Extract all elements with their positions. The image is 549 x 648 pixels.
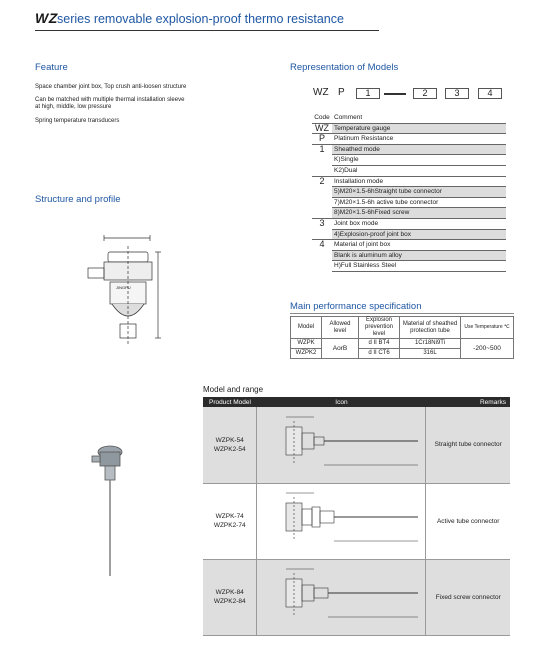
perf-header-model: Model [291, 317, 322, 339]
rep-code: P [312, 134, 332, 145]
model-box-1: 1 [356, 88, 380, 99]
performance-title: Main performance specification [290, 301, 422, 312]
range-icon-cell [257, 483, 426, 559]
rep-code: 3 [312, 218, 332, 229]
range-header-model: Product Model [203, 397, 257, 407]
range-title: Model and range [203, 385, 264, 394]
page-title: series removable explosion-proof thermo resistance [57, 12, 344, 26]
feature-line: Can be matched with multiple thermal installation sleeve [35, 97, 185, 103]
perf-header-prevention: Explosion prevention level [359, 317, 400, 339]
perf-material: 1Cr18Ni9Ti [400, 339, 461, 349]
feature-line: Space chamber joint box, Top crush anti-loosen structure [35, 84, 187, 90]
rep-comment: Material of joint box [332, 240, 506, 251]
range-model: WZPK-74 [215, 513, 244, 520]
rep-comment: 4)Explosion-proof joint box [332, 229, 506, 240]
rep-comment: Temperature gauge [332, 123, 506, 134]
brand-label: JINGPU [116, 285, 131, 290]
rep-code: 1 [312, 144, 332, 155]
rep-comment: K)Single [332, 155, 506, 166]
range-model: WZPK2-84 [213, 598, 246, 605]
perf-header-material: Material of sheathed protection tube [400, 317, 461, 339]
range-header-remarks: Remarks [426, 397, 510, 407]
structure-drawing [82, 232, 170, 352]
perf-model: WZPK [291, 339, 322, 349]
model-p: P [338, 87, 345, 98]
rep-code [312, 250, 332, 261]
perf-temperature: -200~500 [461, 339, 514, 359]
rep-comment: H)Full Stainless Steel [332, 261, 506, 272]
rep-header-code: Code [314, 114, 330, 121]
rep-code [312, 208, 332, 219]
perf-material: 316L [400, 349, 461, 359]
range-model-cell [203, 559, 257, 635]
model-box-3: 3 [445, 88, 469, 99]
representation-title: Representation of Models [290, 62, 399, 73]
rep-code [312, 165, 332, 176]
rep-code: 2 [312, 176, 332, 187]
rep-comment: Sheathed mode [332, 144, 506, 155]
rep-comment: 8)M20×1.5-6hFixed screw [332, 208, 506, 219]
rep-comment: Blank is aluminum alloy [332, 250, 506, 261]
series-code: WZ [35, 10, 58, 26]
range-icon-cell [257, 559, 426, 635]
straight-connector-drawing [258, 409, 424, 479]
model-box-4: 4 [478, 88, 502, 99]
rep-code [312, 261, 332, 272]
rep-comment: Joint box mode [332, 218, 506, 229]
fixed-screw-drawing [258, 561, 424, 631]
product-photo [90, 438, 134, 578]
feature-title: Feature [35, 62, 68, 73]
feature-line: Spring temperature transducers [35, 118, 120, 124]
perf-prevention: d II CT6 [359, 349, 400, 359]
range-model: WZPK-54 [215, 436, 244, 444]
range-remark: Fixed screw connector [426, 559, 510, 635]
rep-code [312, 229, 332, 240]
range-model: WZPK2-74 [213, 522, 246, 529]
rep-code [312, 187, 332, 198]
range-remark: Active tube connector [426, 483, 510, 559]
range-model-cell [203, 407, 257, 483]
range-remark: Straight tube connector [426, 407, 510, 483]
rep-comment: Platinum Resistance [332, 134, 506, 145]
feature-line: at high, middle, low pressure [35, 104, 112, 110]
model-dash [384, 93, 406, 95]
range-icon-cell [257, 407, 426, 483]
rep-code: WZ [312, 123, 332, 134]
performance-rule [290, 313, 514, 314]
range-model-cell [203, 483, 257, 559]
header-rule [35, 30, 379, 31]
active-connector-drawing [258, 485, 424, 555]
perf-header-allowed: Allowed level [322, 317, 359, 339]
model-prefix: WZ [313, 87, 329, 98]
rep-code: 4 [312, 240, 332, 251]
rep-comment: 7)M20×1.5-6h active tube connector [332, 197, 506, 208]
rep-comment: K2)Dual [332, 165, 506, 176]
rep-header-comment: Comment [332, 113, 506, 123]
rep-code [312, 155, 332, 166]
perf-model: WZPK2 [291, 349, 322, 359]
perf-allowed: AorB [322, 339, 359, 359]
rep-comment: Installation mode [332, 176, 506, 187]
range-header-icon: Icon [257, 397, 426, 407]
range-model: WZPK-84 [215, 589, 244, 596]
representation-table [312, 113, 506, 272]
range-model: WZPK2-54 [213, 445, 246, 453]
range-table [203, 397, 510, 636]
model-box-2: 2 [413, 88, 437, 99]
rep-code [312, 197, 332, 208]
performance-table [290, 316, 514, 359]
perf-header-temperature: Use Temperature ℃ [461, 317, 514, 339]
structure-title: Structure and profile [35, 194, 121, 205]
rep-comment: 5)M20×1.5-6hStraight tube connector [332, 187, 506, 198]
perf-prevention: d II BT4 [359, 339, 400, 349]
